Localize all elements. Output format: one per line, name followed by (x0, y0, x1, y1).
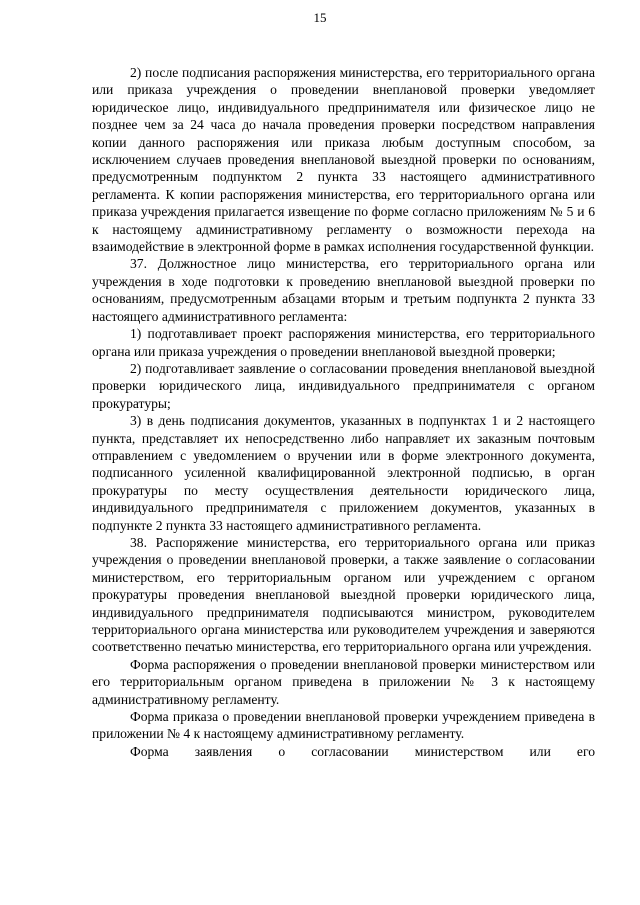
paragraph-form-order-ministry: Форма распоряжения о проведении внеплановой проверки министерством или его территориальным органом приведена в приложении № 3 к настоящему административному регламенту. (92, 656, 595, 707)
page-number: 15 (313, 10, 327, 25)
paragraph-form-order-institution: Форма приказа о проведении внеплановой проверки учреждением приведена в приложении № 4 к настоящему административному регламенту. (92, 709, 595, 742)
paragraph-38: 38. Распоряжение министерства, его территориального органа или приказ учреждения о проведении внеплановой проверки, а также заявление о согласовании министерством, его территориальным органом или учреждением с органом прокуратуры проведения внеплановой выездной проверки юридического лица, индивидуального предпринимателя подписываются министром, руководителем территориального органа министерства или руководителем учреждения и заверяются соответственно печатью министерства, его территориального органа или учреждения. (92, 534, 595, 655)
paragraph-36-item-2: 2) после подписания распоряжения министерства, его территориального органа или приказа учреждения о проведении внеплановой проверки уведомляет юридическое лицо, индивидуального предпринимателя или физическое лицо не позднее чем за 24 часа до начала проведения проверки посредством направления копии данного распоряжения или приказа любым доступным способом, за исключением случаев проведения внеплановой выездной проверки по основаниям, предусмотренным подпунктом 2 пункта 33 настоящего административного регламента. К копии распоряжения министерства, его территориального органа или приказа учреждения прилагается извещение по форме согласно приложениям № 5 и 6 к настоящему административному регламенту о возможности перехода на взаимодействие в электронной форме в рамках исполнения государственной функции. (92, 65, 595, 255)
paragraph-37-item-3: 3) в день подписания документов, указанных в подпунктах 1 и 2 настоящего пункта, представляет их непосредственно либо направляет их заказным почтовым отправлением с уведомлением о вручении или в форме электронного документа, подписанного усиленной квалифицированной электронной подписью, в орган прокуратуры по месту осуществления деятельности юридического лица, индивидуального предпринимателя с приложением документов, указанных в подпункте 2 пункта 33 настоящего административного регламента. (92, 413, 595, 533)
paragraph-form-application: Форма заявления о согласовании министерством или его (130, 743, 595, 759)
paragraph-37-item-1: 1) подготавливает проект распоряжения министерства, его территориального органа или приказа учреждения о проведении внеплановой выездной проверки; (92, 326, 595, 359)
document-body (92, 64, 595, 760)
paragraph-37: 37. Должностное лицо министерства, его территориального органа или учреждения в ходе подготовки к проведению внеплановой выездной проверки по основаниям, предусмотренным абзацами вторым и третьим подпункта 2 пункта 33 настоящего административного регламента: (92, 256, 595, 324)
paragraph-37-item-2: 2) подготавливает заявление о согласовании проведения внеплановой выездной проверки юридического лица, индивидуального предпринимателя с органом прокуратуры; (92, 360, 595, 411)
